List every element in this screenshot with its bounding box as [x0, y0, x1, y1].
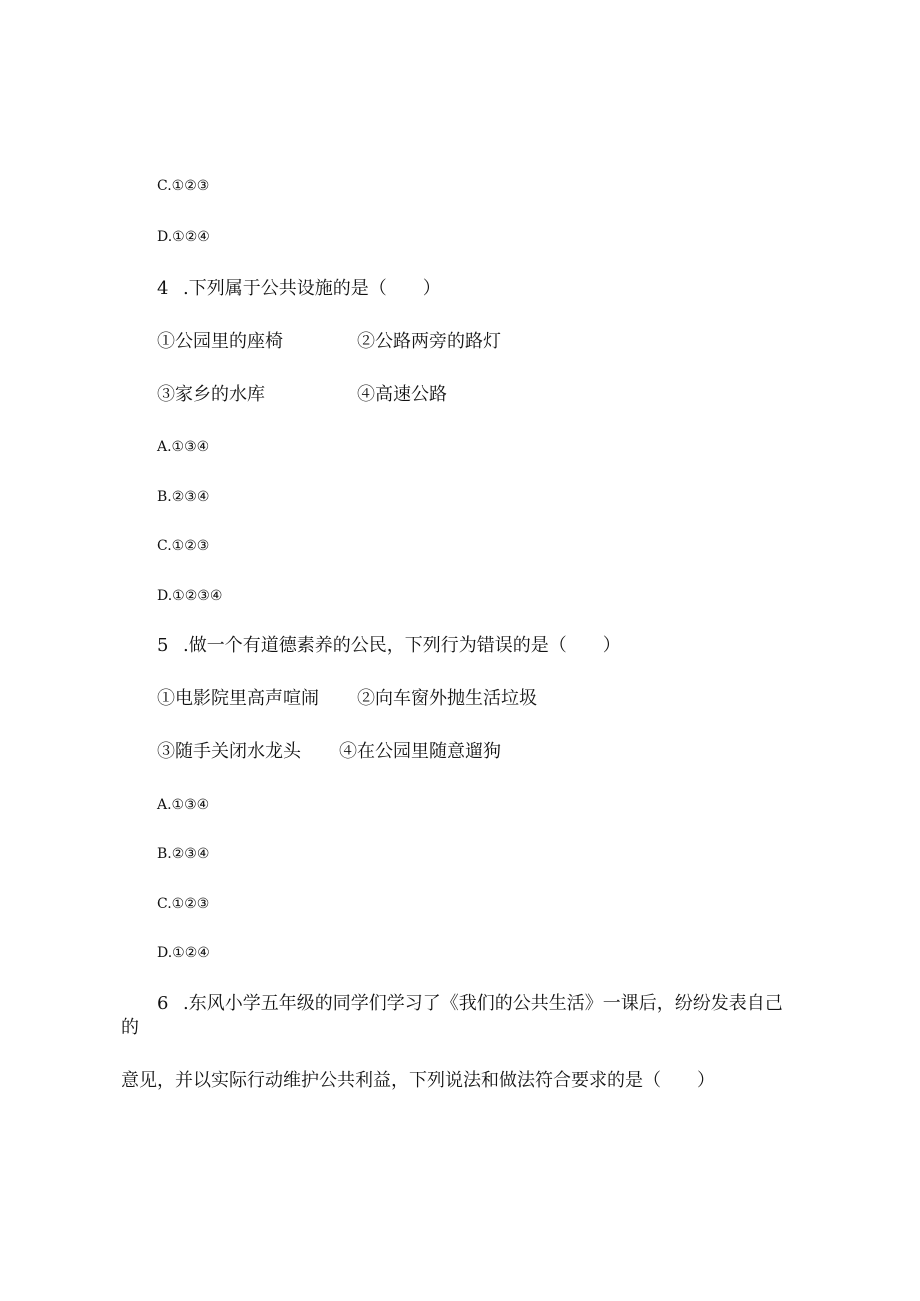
q4-stem: .下列属于公共设施的是（ ）	[183, 278, 441, 299]
q6-stem-line-2: 的	[121, 1017, 139, 1038]
q3-option-d: D.①②④	[157, 229, 210, 245]
q3-option-c: C.①②③	[157, 178, 210, 194]
q4-item-3: ③家乡的水库	[157, 384, 265, 405]
q5-option-a: A.①③④	[157, 797, 210, 813]
q6-stem-line-3: 意见，并以实际行动维护公共利益，下列说法和做法符合要求的是（ ）	[121, 1070, 715, 1091]
q6-question-line-1	[157, 993, 783, 1015]
q5-item-3: ③随手关闭水龙头	[157, 741, 301, 762]
q5-stem: .做一个有道德素养的公民，下列行为错误的是（ ）	[183, 635, 621, 656]
q5-question	[157, 635, 621, 657]
q4-option-a: A.①③④	[157, 439, 210, 455]
q6-number: 6	[157, 993, 169, 1014]
q5-number: 5	[157, 635, 169, 656]
q4-number: 4	[157, 278, 169, 299]
q5-option-c: C.①②③	[157, 896, 210, 912]
q4-item-4: ④高速公路	[357, 384, 447, 405]
q4-item-2: ②公路两旁的路灯	[357, 331, 501, 352]
q5-option-b: B.②③④	[157, 846, 210, 862]
q4-option-d: D.①②③④	[157, 588, 223, 604]
q5-item-4: ④在公园里随意遛狗	[339, 741, 501, 762]
q6-stem-line-1: .东风小学五年级的同学们学习了《我们的公共生活》一课后，纷纷发表自己	[183, 993, 783, 1014]
q4-option-c: C.①②③	[157, 538, 210, 554]
q4-item-1: ①公园里的座椅	[157, 331, 283, 352]
q4-question	[157, 278, 441, 300]
q5-item-1: ①电影院里高声喧闹	[157, 688, 319, 709]
q5-option-d: D.①②④	[157, 945, 210, 961]
q4-option-b: B.②③④	[157, 489, 210, 505]
q5-item-2: ②向车窗外抛生活垃圾	[357, 688, 537, 709]
